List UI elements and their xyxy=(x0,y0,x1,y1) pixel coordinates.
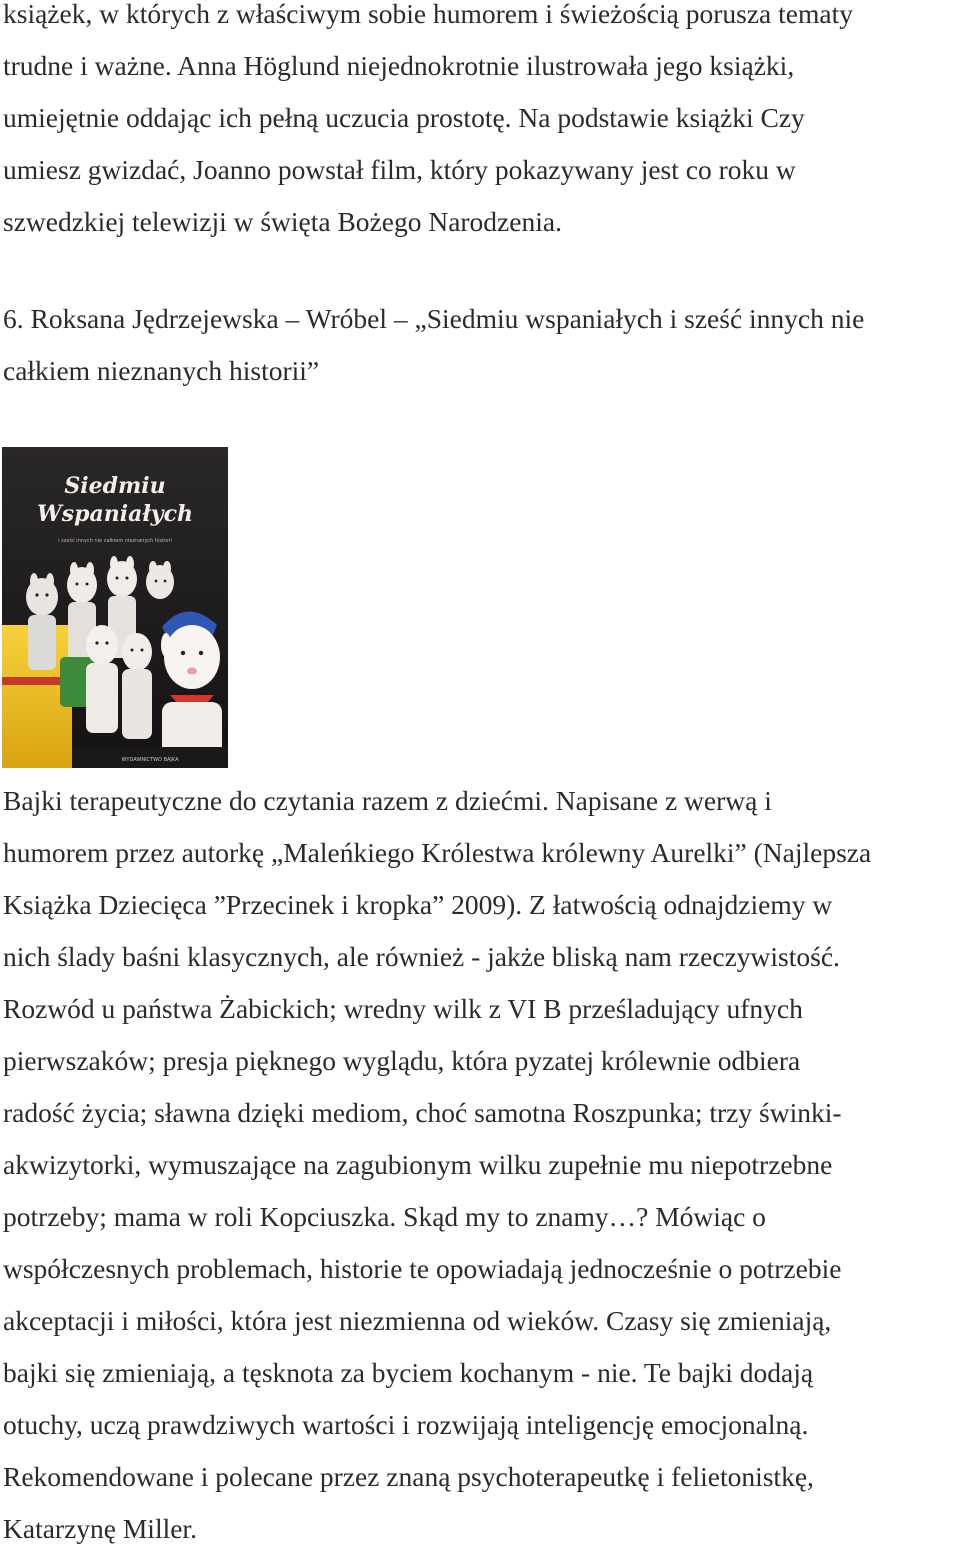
text-line: bajki się zmieniają, a tęsknota za byciem kochanym - nie. Te bajki dodają xyxy=(3,1357,814,1388)
text-line: pierwszaków; presja pięknego wyglądu, która pyzatej królewnie odbiera xyxy=(3,1045,801,1076)
cover-subtitle: i sześć innych nie całkiem nieznanych historii xyxy=(58,538,172,544)
text-line: nich ślady baśni klasycznych, ale również - jakże bliską nam rzeczywistość. xyxy=(3,941,840,972)
goat-icon xyxy=(86,625,118,733)
goat-icon xyxy=(26,573,58,670)
goat-icon xyxy=(146,561,174,599)
cover-title-line2: Wspaniałych xyxy=(37,501,193,527)
text-line: Katarzynę Miller. xyxy=(3,1513,197,1544)
text-line: Książka Dziecięca ”Przecinek i kropka” 2009). Z łatwością odnajdziemy w xyxy=(3,889,833,920)
text-line: akceptacji i miłości, która jest niezmienna od wieków. Czasy się zmieniają, xyxy=(3,1305,832,1336)
text-line: akwizytorki, wymuszające na zagubionym wilku zupełnie mu niepotrzebne xyxy=(3,1149,833,1180)
text-line: współczesnych problemach, historie te opowiadają jednocześnie o potrzebie xyxy=(3,1253,842,1284)
text-line: potrzeby; mama w roli Kopciuszka. Skąd my to znamy…? Mówiąc o xyxy=(3,1201,766,1232)
heading-line: całkiem nieznanych historii” xyxy=(3,355,320,386)
heading-line: 6. Roksana Jędrzejewska – Wróbel – „Siedmiu wspaniałych i sześć innych nie xyxy=(3,303,865,334)
text-line: Bajki terapeutyczne do czytania razem z dziećmi. Napisane z werwą i xyxy=(3,785,772,816)
text-line: książek, w których z właściwym sobie humorem i świeżością porusza tematy xyxy=(3,0,853,29)
intro-paragraph xyxy=(3,0,853,248)
cover-title-line1: Siedmiu xyxy=(64,473,166,499)
book-cover-image xyxy=(2,447,228,768)
text-line: umiejętnie oddając ich pełną uczucia prostotę. Na podstawie książki Czy xyxy=(3,102,805,133)
text-line: umiesz gwizdać, Joanno powstał film, który pokazywany jest co roku w xyxy=(3,154,796,185)
book-heading xyxy=(3,293,864,397)
description-paragraph xyxy=(3,775,871,1555)
text-line: radość życia; sławna dzięki mediom, choć samotna Roszpunka; trzy świnki- xyxy=(3,1097,842,1128)
text-line: szwedzkiej telewizji w święta Bożego Narodzenia. xyxy=(3,206,562,237)
text-line: humorem przez autorkę „Maleńkiego Królestwa królewny Aurelki” (Najlepsza xyxy=(3,837,872,868)
goat-icon xyxy=(122,633,152,739)
text-line: trudne i ważne. Anna Höglund niejednokrotnie ilustrowała jego książki, xyxy=(3,50,795,81)
cover-publisher: WYDAWNICTWO BAJKA xyxy=(121,757,179,763)
text-line: otuchy, uczą prawdziwych wartości i rozwijają inteligencję emocjonalną. xyxy=(3,1409,809,1440)
text-line: Rozwód u państwa Żabickich; wredny wilk z VI B prześladujący ufnych xyxy=(3,993,803,1024)
text-line: Rekomendowane i polecane przez znaną psychoterapeutkę i felietonistkę, xyxy=(3,1461,814,1492)
